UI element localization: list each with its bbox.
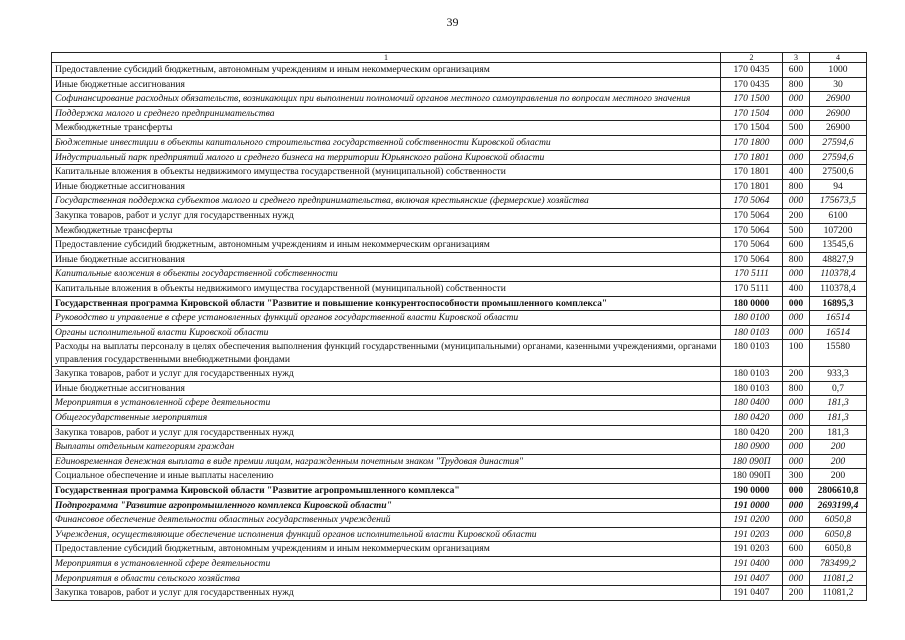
row-expense-type: 600 (783, 238, 810, 253)
table-row (52, 325, 867, 340)
row-name: Капитальные вложения в объекты недвижимого имущества государственной (муниципальной) собственности (52, 165, 721, 180)
budget-table-body (52, 53, 867, 601)
table-row (52, 179, 867, 194)
row-name: Мероприятия в установленной сфере деятельности (52, 557, 721, 572)
row-code: 170 1801 (721, 150, 783, 165)
table-row (52, 311, 867, 326)
table-row (52, 77, 867, 92)
row-code: 170 1500 (721, 92, 783, 107)
table-row (52, 484, 867, 499)
row-amount: 181,3 (810, 396, 867, 411)
row-expense-type: 000 (783, 150, 810, 165)
row-name: Предоставление субсидий бюджетным, автономным учреждениям и иным некоммерческим организациям (52, 542, 721, 557)
row-amount: 6100 (810, 208, 867, 223)
row-amount: 181,3 (810, 425, 867, 440)
row-name: Руководство и управление в сфере установленных функций органов государственной власти Кировской области (52, 311, 721, 326)
row-code: 170 5064 (721, 208, 783, 223)
row-code: 191 0203 (721, 542, 783, 557)
row-amount: 15580 (810, 340, 867, 367)
row-name: Государственная программа Кировской области "Развитие агропромышленного комплекса" (52, 484, 721, 499)
row-name: Иные бюджетные ассигнования (52, 179, 721, 194)
row-code: 180 0900 (721, 440, 783, 455)
row-name: Расходы на выплаты персоналу в целях обеспечения выполнения функций государственными (муниципальными) органами, казенными учреждениями, органами управления государственными внебюджетными фондами (52, 340, 721, 367)
table-row (52, 513, 867, 528)
row-expense-type: 000 (783, 498, 810, 513)
row-name: Иные бюджетные ассигнования (52, 77, 721, 92)
column-header-amount: 4 (810, 53, 867, 63)
row-code: 170 5064 (721, 194, 783, 209)
table-row (52, 296, 867, 311)
table-row (52, 542, 867, 557)
table-row (52, 106, 867, 121)
row-amount: 1000 (810, 63, 867, 78)
row-code: 191 0407 (721, 586, 783, 601)
row-code: 180 0103 (721, 325, 783, 340)
row-amount: 200 (810, 454, 867, 469)
row-amount: 2693199,4 (810, 498, 867, 513)
column-header-code: 2 (721, 53, 783, 63)
row-name: Закупка товаров, работ и услуг для государственных нужд (52, 367, 721, 382)
row-amount: 30 (810, 77, 867, 92)
row-expense-type: 600 (783, 542, 810, 557)
row-code: 170 5111 (721, 267, 783, 282)
table-row (52, 469, 867, 484)
row-code: 191 0203 (721, 527, 783, 542)
row-code: 191 0000 (721, 498, 783, 513)
table-row (52, 223, 867, 238)
row-name: Иные бюджетные ассигнования (52, 381, 721, 396)
row-name: Государственная поддержка субъектов малого и среднего предпринимательства, включая крестьянские (фермерские) хозяйства (52, 194, 721, 209)
table-row (52, 194, 867, 209)
table-row (52, 396, 867, 411)
row-amount: 27500,6 (810, 165, 867, 180)
row-name: Предоставление субсидий бюджетным, автономным учреждениям и иным некоммерческим организациям (52, 63, 721, 78)
table-row (52, 571, 867, 586)
row-name: Мероприятия в установленной сфере деятельности (52, 396, 721, 411)
row-amount: 6050,8 (810, 542, 867, 557)
row-name: Выплаты отдельным категориям граждан (52, 440, 721, 455)
row-expense-type: 000 (783, 440, 810, 455)
row-expense-type: 000 (783, 557, 810, 572)
row-code: 170 1504 (721, 121, 783, 136)
row-name: Иные бюджетные ассигнования (52, 252, 721, 267)
row-expense-type: 000 (783, 484, 810, 499)
row-code: 180 090П (721, 454, 783, 469)
row-expense-type: 800 (783, 381, 810, 396)
row-code: 170 1801 (721, 165, 783, 180)
row-name: Закупка товаров, работ и услуг для государственных нужд (52, 425, 721, 440)
row-name: Предоставление субсидий бюджетным, автономным учреждениям и иным некоммерческим организациям (52, 238, 721, 253)
row-expense-type: 100 (783, 340, 810, 367)
row-name: Капитальные вложения в объекты государственной собственности (52, 267, 721, 282)
row-amount: 2806610,8 (810, 484, 867, 499)
row-name: Органы исполнительной власти Кировской области (52, 325, 721, 340)
row-name: Закупка товаров, работ и услуг для государственных нужд (52, 208, 721, 223)
row-amount: 48827,9 (810, 252, 867, 267)
row-code: 191 0200 (721, 513, 783, 528)
table-row (52, 411, 867, 426)
row-expense-type: 000 (783, 411, 810, 426)
table-row (52, 150, 867, 165)
row-name: Межбюджетные трансферты (52, 121, 721, 136)
table-row (52, 367, 867, 382)
row-expense-type: 000 (783, 194, 810, 209)
row-expense-type: 600 (783, 63, 810, 78)
row-name: Мероприятия в области сельского хозяйства (52, 571, 721, 586)
row-expense-type: 000 (783, 92, 810, 107)
row-amount: 27594,6 (810, 150, 867, 165)
row-code: 170 1801 (721, 179, 783, 194)
table-row (52, 135, 867, 150)
row-code: 180 0103 (721, 381, 783, 396)
row-expense-type: 500 (783, 121, 810, 136)
table-row (52, 281, 867, 296)
row-code: 180 090П (721, 469, 783, 484)
row-amount: 13545,6 (810, 238, 867, 253)
table-row (52, 252, 867, 267)
row-name: Финансовое обеспечение деятельности областных государственных учреждений (52, 513, 721, 528)
row-expense-type: 400 (783, 281, 810, 296)
row-expense-type: 000 (783, 527, 810, 542)
row-expense-type: 000 (783, 571, 810, 586)
table-row (52, 557, 867, 572)
row-code: 170 0435 (721, 77, 783, 92)
row-name: Бюджетные инвестиции в объекты капитального строительства государственной собственности Кировской области (52, 135, 721, 150)
page-number: 39 (446, 15, 459, 29)
row-expense-type: 800 (783, 252, 810, 267)
table-row (52, 267, 867, 282)
row-code: 170 1504 (721, 106, 783, 121)
row-code: 180 0420 (721, 425, 783, 440)
row-name: Закупка товаров, работ и услуг для государственных нужд (52, 586, 721, 601)
row-amount: 6050,8 (810, 513, 867, 528)
row-code: 191 0400 (721, 557, 783, 572)
row-code: 180 0103 (721, 367, 783, 382)
row-expense-type: 000 (783, 296, 810, 311)
row-expense-type: 000 (783, 396, 810, 411)
row-code: 180 0400 (721, 396, 783, 411)
table-row (52, 381, 867, 396)
row-expense-type: 400 (783, 165, 810, 180)
row-amount: 0,7 (810, 381, 867, 396)
row-name: Софинансирование расходных обязательств, возникающих при выполнении полномочий органов местного самоуправления по вопросам местного значения (52, 92, 721, 107)
row-expense-type: 200 (783, 586, 810, 601)
row-expense-type: 000 (783, 267, 810, 282)
row-expense-type: 200 (783, 208, 810, 223)
row-name: Учреждения, осуществляющие обеспечение исполнения функций органов исполнительной власти Кировской области (52, 527, 721, 542)
row-amount: 6050,8 (810, 527, 867, 542)
row-expense-type: 000 (783, 325, 810, 340)
row-expense-type: 000 (783, 513, 810, 528)
table-row (52, 586, 867, 601)
row-amount: 11081,2 (810, 571, 867, 586)
row-expense-type: 200 (783, 367, 810, 382)
row-code: 191 0407 (721, 571, 783, 586)
row-amount: 16514 (810, 311, 867, 326)
row-amount: 11081,2 (810, 586, 867, 601)
row-amount: 27594,6 (810, 135, 867, 150)
row-expense-type: 000 (783, 135, 810, 150)
row-code: 170 1800 (721, 135, 783, 150)
column-header-name: 1 (52, 53, 721, 63)
row-expense-type: 800 (783, 77, 810, 92)
row-amount: 16514 (810, 325, 867, 340)
row-amount: 94 (810, 179, 867, 194)
table-header-row (52, 53, 867, 63)
row-name: Единовременная денежная выплата в виде премии лицам, награжденным почетным знаком "Трудовая династия" (52, 454, 721, 469)
table-row (52, 208, 867, 223)
row-amount: 26900 (810, 92, 867, 107)
table-row (52, 454, 867, 469)
table-row (52, 440, 867, 455)
row-code: 170 5064 (721, 252, 783, 267)
row-name: Общегосударственные мероприятия (52, 411, 721, 426)
row-name: Поддержка малого и среднего предпринимательства (52, 106, 721, 121)
row-name: Социальное обеспечение и иные выплаты населению (52, 469, 721, 484)
row-code: 180 0000 (721, 296, 783, 311)
row-name: Подпрограмма "Развитие агропромышленного комплекса Кировской области" (52, 498, 721, 513)
row-amount: 26900 (810, 121, 867, 136)
table-row (52, 238, 867, 253)
table-row (52, 425, 867, 440)
row-expense-type: 000 (783, 311, 810, 326)
column-header-expense-type: 3 (783, 53, 810, 63)
row-expense-type: 300 (783, 469, 810, 484)
row-amount: 933,3 (810, 367, 867, 382)
row-amount: 175673,5 (810, 194, 867, 209)
row-name: Индустриальный парк предприятий малого и среднего бизнеса на территории Юрьянского района Кировской области (52, 150, 721, 165)
row-amount: 110378,4 (810, 281, 867, 296)
row-name: Государственная программа Кировской области "Развитие и повышение конкурентоспособности промышленного комплекса" (52, 296, 721, 311)
row-expense-type: 000 (783, 106, 810, 121)
table-row (52, 498, 867, 513)
row-amount: 181,3 (810, 411, 867, 426)
row-amount: 110378,4 (810, 267, 867, 282)
table-row (52, 63, 867, 78)
row-expense-type: 000 (783, 454, 810, 469)
budget-table (51, 52, 867, 601)
table-row (52, 340, 867, 367)
row-code: 190 0000 (721, 484, 783, 499)
table-row (52, 92, 867, 107)
row-expense-type: 200 (783, 425, 810, 440)
row-amount: 107200 (810, 223, 867, 238)
row-code: 170 5064 (721, 238, 783, 253)
row-amount: 783499,2 (810, 557, 867, 572)
table-row (52, 121, 867, 136)
row-code: 170 5111 (721, 281, 783, 296)
row-amount: 16895,3 (810, 296, 867, 311)
row-code: 180 0100 (721, 311, 783, 326)
row-code: 170 0435 (721, 63, 783, 78)
table-row (52, 527, 867, 542)
row-name: Межбюджетные трансферты (52, 223, 721, 238)
row-name: Капитальные вложения в объекты недвижимого имущества государственной (муниципальной) собственности (52, 281, 721, 296)
row-amount: 200 (810, 469, 867, 484)
row-code: 170 5064 (721, 223, 783, 238)
table-row (52, 165, 867, 180)
row-expense-type: 800 (783, 179, 810, 194)
row-amount: 26900 (810, 106, 867, 121)
row-code: 180 0103 (721, 340, 783, 367)
row-expense-type: 500 (783, 223, 810, 238)
row-code: 180 0420 (721, 411, 783, 426)
row-amount: 200 (810, 440, 867, 455)
